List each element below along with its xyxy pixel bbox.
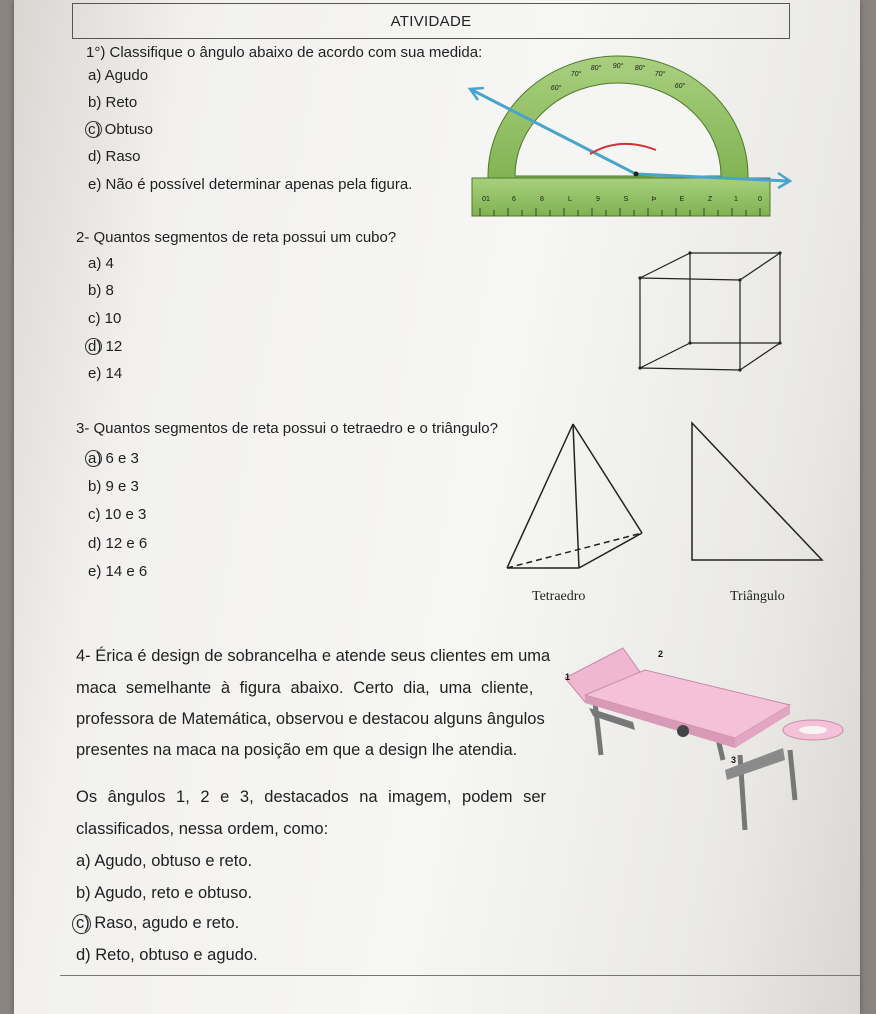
ruler-number: E <box>679 196 685 203</box>
tetrahedron-caption: Tetraedro <box>532 589 586 604</box>
q4-option-d[interactable]: d) Reto, obtuso e agudo. <box>76 946 258 964</box>
angle-label-2: 2 <box>658 649 664 659</box>
q2-question: 2- Quantos segmentos de reta possui um cubo? <box>76 229 397 246</box>
q4-statement-line: classificados, nessa ordem, como: <box>76 820 329 838</box>
ruler-number: S <box>623 196 629 203</box>
ruler-number: Z <box>707 196 713 203</box>
q2-option-b[interactable]: b) 8 <box>88 282 114 299</box>
q4-option-c[interactable]: c) Raso, agudo e reto. <box>76 914 240 932</box>
q3-option-a[interactable]: a) 6 e 3 <box>88 450 139 467</box>
q2-answer-mark <box>85 338 102 355</box>
protractor-label: 70° <box>654 71 666 78</box>
q1-question: 1°) Classifique o ângulo abaixo de acordo com sua medida: <box>86 44 483 61</box>
q4-statement-line: Os ângulos 1, 2 e 3, destacados na imagem, podem ser <box>76 788 546 806</box>
ruler-number: 9 <box>596 196 600 203</box>
q4-paragraph-line: presentes na maca na posição em que a design lhe atendia. <box>76 741 518 759</box>
q4-option-b[interactable]: b) Agudo, reto e obtuso. <box>76 884 253 902</box>
protractor-label: 80° <box>590 65 602 72</box>
massage-table-figure <box>555 640 855 840</box>
angle-label-1: 1 <box>565 672 571 682</box>
ruler-number: 01 <box>482 196 490 203</box>
tetrahedron-figure <box>505 420 645 580</box>
q2-option-d[interactable]: d) 12 <box>88 338 123 355</box>
q4-paragraph-line: professora de Matemática, observou e destacou alguns ângulos <box>76 710 545 728</box>
ruler-number: Þ <box>651 196 657 203</box>
q3-option-b[interactable]: b) 9 e 3 <box>88 478 139 495</box>
angle-label-3: 3 <box>731 755 737 765</box>
q1-option-a[interactable]: a) Agudo <box>88 67 149 84</box>
cube-figure <box>640 248 790 378</box>
protractor-label: 70° <box>570 71 582 78</box>
triangle-caption: Triângulo <box>730 589 785 604</box>
q3-question: 3- Quantos segmentos de reta possui o tetraedro e o triângulo? <box>76 420 498 437</box>
q1-option-b[interactable]: b) Reto <box>88 94 138 111</box>
protractor-ruler <box>472 178 770 216</box>
angle-vertex <box>634 172 639 177</box>
protractor-figure <box>460 48 800 218</box>
q1-option-c[interactable]: c) Obtuso <box>88 121 154 138</box>
q4-option-a[interactable]: a) Agudo, obtuso e reto. <box>76 852 253 870</box>
q3-answer-mark <box>85 450 102 467</box>
q3-option-c[interactable]: c) 10 e 3 <box>88 506 147 523</box>
ruler-number: 1 <box>734 196 738 203</box>
ruler-number: 0 <box>758 196 762 203</box>
protractor-label: 90° <box>612 63 624 70</box>
protractor-label: 60° <box>674 83 686 90</box>
protractor-label: 80° <box>634 65 646 72</box>
q1-option-e[interactable]: e) Não é possível determinar apenas pela figura. <box>88 176 413 193</box>
page-title: ATIVIDADE <box>390 13 472 30</box>
q4-answer-mark <box>72 914 91 934</box>
ruler-number: 8 <box>540 196 544 203</box>
header-box <box>72 3 790 39</box>
q1-answer-mark <box>85 121 102 138</box>
q1-option-d[interactable]: d) Raso <box>88 148 141 165</box>
bottom-rule <box>60 975 860 976</box>
triangle-figure <box>688 420 828 565</box>
q3-option-d[interactable]: d) 12 e 6 <box>88 535 148 552</box>
q4-paragraph-line: 4- Érica é design de sobrancelha e atende seus clientes em uma <box>76 647 551 665</box>
q3-option-e[interactable]: e) 14 e 6 <box>88 563 148 580</box>
q2-option-e[interactable]: e) 14 <box>88 365 123 382</box>
protractor-label: 60° <box>550 85 562 92</box>
q4-paragraph-line: maca semelhante à figura abaixo. Certo dia, uma cliente, <box>76 679 534 697</box>
q2-option-c[interactable]: c) 10 <box>88 310 122 327</box>
q2-option-a[interactable]: a) 4 <box>88 255 114 272</box>
ruler-number: L <box>568 196 572 203</box>
ruler-number: 6 <box>512 196 516 203</box>
